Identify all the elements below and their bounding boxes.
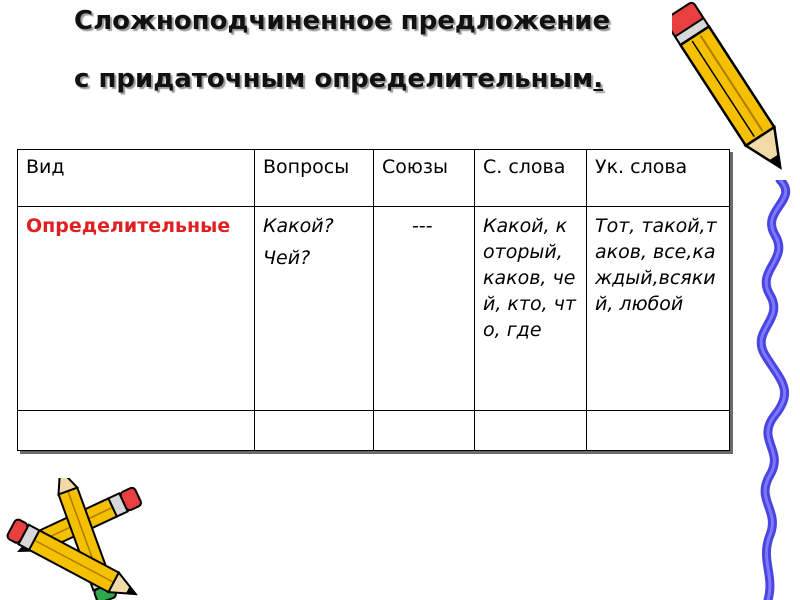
wavy-line-decoration	[740, 180, 800, 600]
question-2: Чей?	[263, 247, 311, 269]
header-conjunctions: Союзы	[374, 150, 475, 207]
header-questions: Вопросы	[255, 150, 374, 207]
conjunctions-value: ---	[412, 215, 433, 237]
type-label: Определительные	[26, 215, 231, 237]
title-line-2-text: с придаточным определительным	[74, 64, 594, 94]
empty-cell	[475, 411, 587, 451]
title-period: .	[593, 64, 604, 94]
header-demonstrative-words: Ук. слова	[587, 150, 730, 207]
empty-cell	[587, 411, 730, 451]
header-type: Вид	[18, 150, 255, 207]
pencil-icon	[672, 0, 792, 195]
header-row	[18, 150, 730, 207]
slide-title-line-2	[74, 64, 603, 94]
empty-cell	[18, 411, 255, 451]
slide-title-line-1: Сложноподчиненное предложение	[74, 6, 611, 36]
empty-cell	[255, 411, 374, 451]
cell-demonstrative-words: Тот, такой,таков, все,каждый,всякий, любой	[587, 207, 730, 411]
question-1: Какой?	[263, 215, 334, 237]
empty-cell	[374, 411, 475, 451]
cell-conjunctions	[374, 207, 475, 411]
cell-type	[18, 207, 255, 411]
clause-table	[17, 149, 730, 451]
header-conjunctive-words: С. слова	[475, 150, 587, 207]
table-row	[18, 207, 730, 411]
empty-row	[18, 411, 730, 451]
cell-conjunctive-words: Какой, который, каков, чей, кто, что, где	[475, 207, 587, 411]
cell-questions	[255, 207, 374, 411]
pencils-icon	[0, 478, 170, 600]
